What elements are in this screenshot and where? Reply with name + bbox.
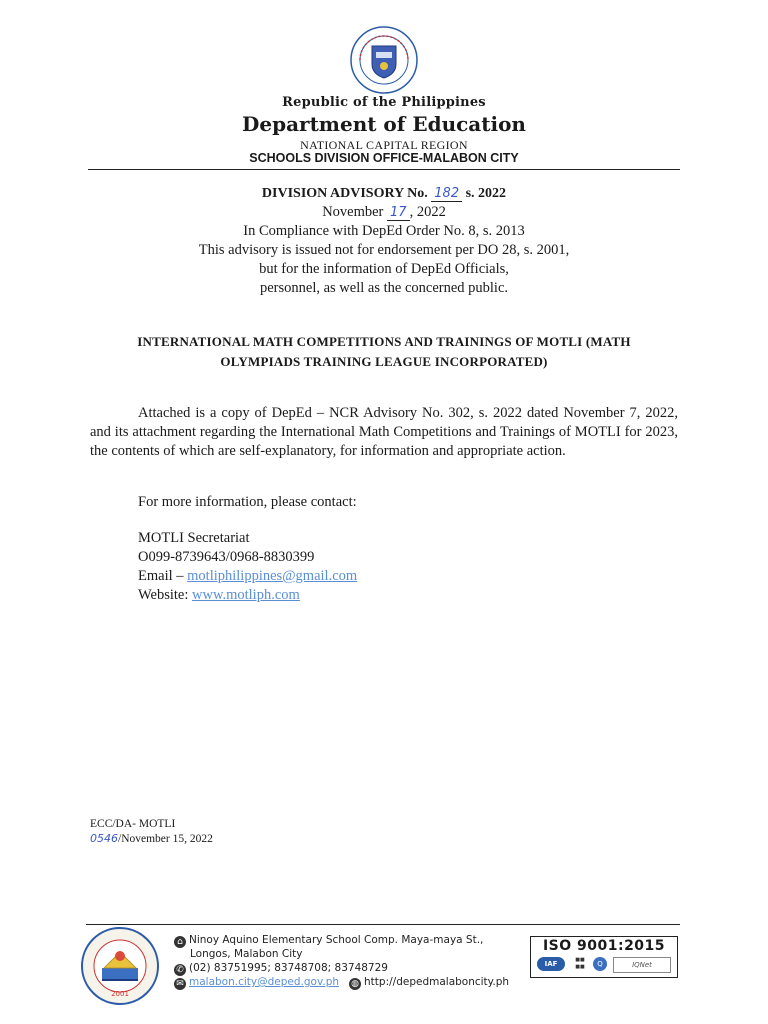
advisory-number-handwritten: 182 [431, 186, 462, 202]
deped-seal-icon [350, 26, 418, 94]
reference-initials-handwritten: 0546 [90, 832, 118, 845]
information-line: but for the information of DepEd Officials, [259, 261, 509, 277]
footer-address-line2: Longos, Malabon City [190, 948, 303, 960]
more-info-line: For more information, please contact: [138, 494, 357, 510]
contact-email-label: Email – [138, 568, 188, 584]
footer-email-link[interactable]: malabon.city@deped.gov.ph [189, 976, 340, 988]
phone-icon: ✆ [174, 964, 186, 976]
header-divider [88, 169, 680, 170]
body-paragraph: Attached is a copy of DepEd – NCR Advisory No. 302, s. 2022 dated November 7, 2022, and its attachment regarding the International Math Competitions and Trainings of MOTLI for 2023, the contents of which are self-explanatory, for information and appropriate action. [90, 405, 678, 459]
region-heading: NATIONAL CAPITAL REGION [300, 138, 468, 152]
contact-website-label: Website: [138, 587, 192, 603]
advisory-date-line [0, 204, 768, 221]
advisory-date-year: , 2022 [409, 204, 446, 220]
footer-divider [86, 924, 680, 925]
footer-address-line1 [174, 934, 483, 948]
footer-address-text: Ninoy Aquino Elementary School Comp. Maya-maya St., [189, 934, 484, 946]
quality-seal-icon: Q [593, 957, 607, 971]
subject-heading: INTERNATIONAL MATH COMPETITIONS AND TRAININGS OF MOTLI (MATH OLYMPIADS TRAINING LEAGUE INCORPORATED) [137, 334, 631, 369]
reference-code: ECC/DA- MOTLI [90, 818, 176, 830]
contact-website-link[interactable]: www.motliph.com [192, 587, 300, 603]
footer-phone-line [174, 962, 388, 976]
personnel-line: personnel, as well as the concerned public. [259, 280, 509, 296]
office-heading: SCHOOLS DIVISION OFFICE-MALABON CITY [249, 151, 519, 165]
advisory-number-line [0, 186, 768, 202]
contact-name: MOTLI Secretariat [138, 530, 250, 546]
advisory-label: DIVISION ADVISORY No. [261, 186, 428, 201]
not-endorse-line: This advisory is issued not for endorsement per DO 28, s. 2001, [198, 242, 570, 258]
compliance-line: In Compliance with DepEd Order No. 8, s. 2013 [243, 223, 525, 239]
advisory-date-day-handwritten: 17 [387, 205, 410, 221]
contact-website-line [138, 587, 300, 604]
advisory-series: s. 2022 [465, 186, 507, 201]
footer-phone-text: (02) 83751995; 83748708; 83748729 [189, 962, 388, 974]
iaf-logo: IAF [537, 957, 565, 971]
iso-certification-badge [530, 936, 678, 978]
reference-date: /November 15, 2022 [118, 833, 213, 845]
svg-text:2001: 2001 [111, 990, 129, 998]
footer-contacts-line [174, 976, 509, 990]
iqnet-logo: IQNet [613, 957, 671, 973]
footer-website-link[interactable]: http://depedmalaboncity.ph [364, 976, 510, 988]
certification-mark-icon: ■■ ■■ [575, 957, 585, 970]
globe-icon: ◍ [349, 978, 361, 990]
mail-icon: ✉ [174, 978, 186, 990]
contact-phone: O099-8739643/0968-8830399 [138, 549, 315, 565]
contact-email-link[interactable]: motliphilippines@gmail.com [187, 568, 358, 584]
department-heading: Department of Education [242, 112, 526, 136]
reference-date-line [90, 832, 213, 845]
iso-label: ISO 9001:2015 [542, 938, 666, 954]
republic-heading: Republic of the Philippines [282, 95, 486, 110]
sdo-malabon-seal-icon [80, 926, 160, 1006]
location-icon: ⌂ [174, 936, 186, 948]
advisory-date-month: November [322, 204, 384, 220]
contact-email-line [138, 568, 357, 585]
